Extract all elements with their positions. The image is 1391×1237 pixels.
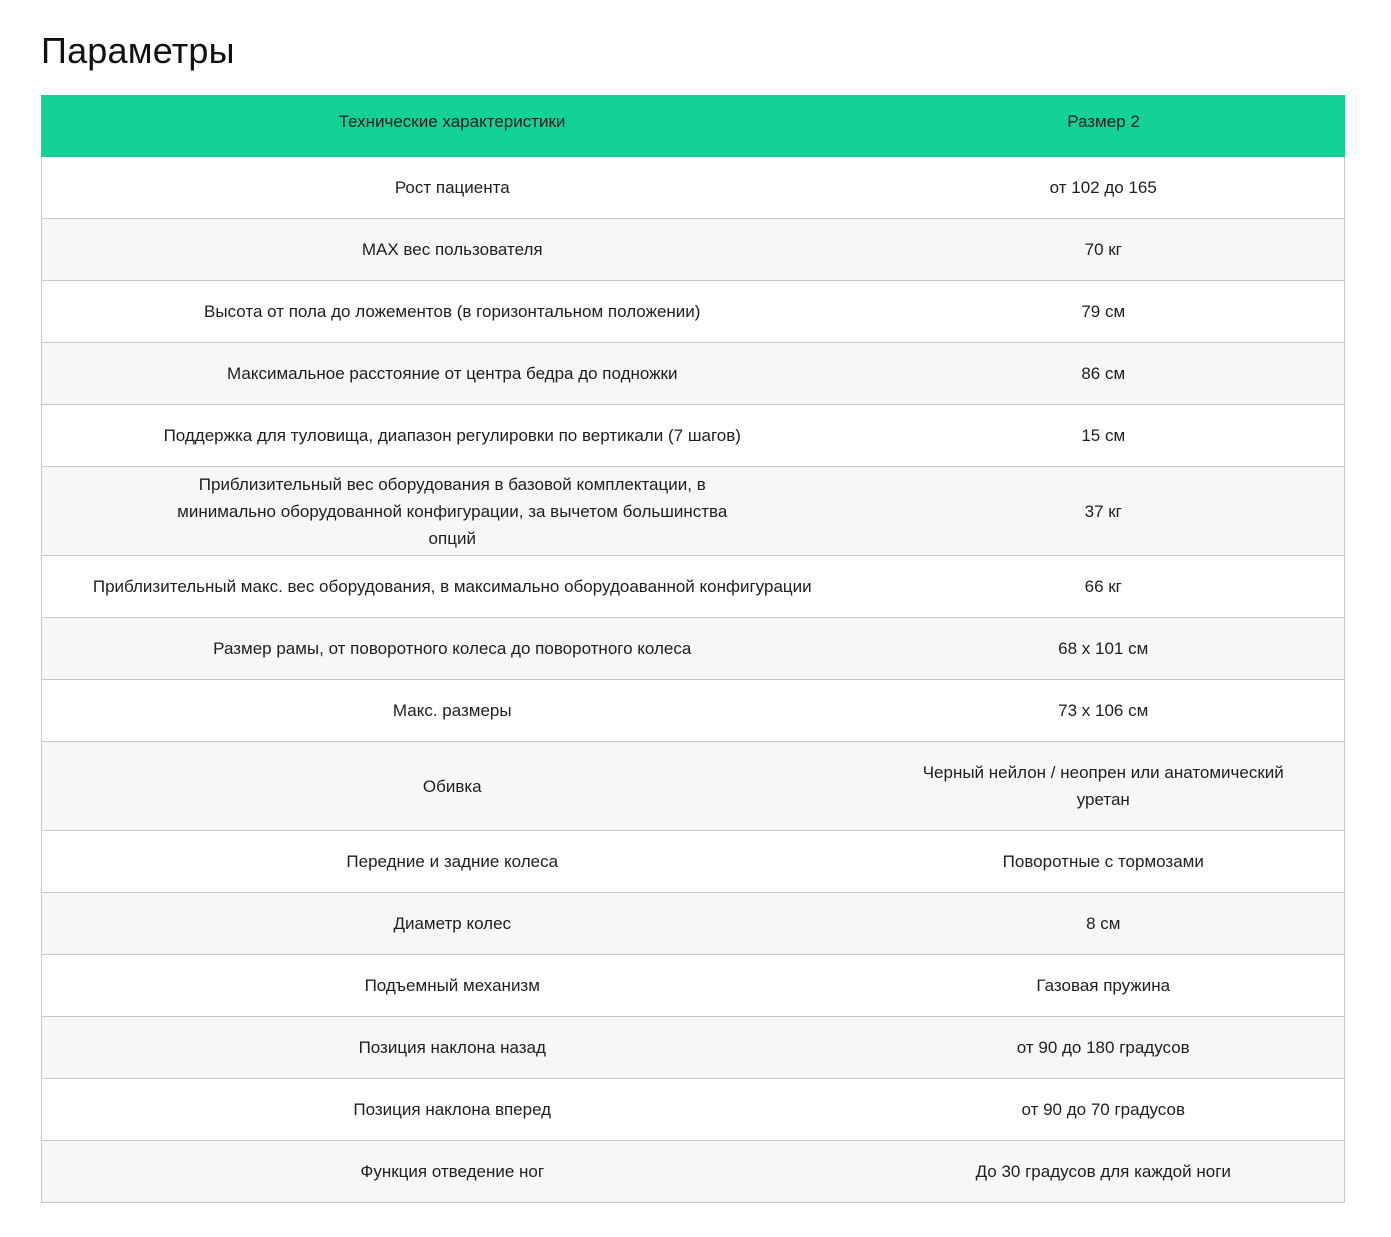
parameter-value: 70 кг	[863, 219, 1345, 281]
parameter-value: 15 см	[863, 405, 1345, 467]
table-row	[42, 157, 1345, 219]
column-header-value: Размер 2	[863, 96, 1345, 157]
table-row	[42, 556, 1345, 618]
table-row	[42, 1017, 1345, 1079]
table-row	[42, 343, 1345, 405]
table-row	[42, 281, 1345, 343]
parameter-name: Приблизительный вес оборудования в базовой комплектации, в минимально оборудованной конфигурации, за вычетом большинства опций	[42, 467, 863, 556]
parameter-value: 37 кг	[863, 467, 1345, 556]
table-row	[42, 955, 1345, 1017]
table-header-row	[42, 96, 1345, 157]
parameter-value: Черный нейлон / неопрен или анатомический уретан	[863, 742, 1345, 831]
parameter-value: До 30 градусов для каждой ноги	[863, 1141, 1345, 1203]
table-row	[42, 831, 1345, 893]
table-row	[42, 742, 1345, 831]
parameter-name: Макс. размеры	[42, 680, 863, 742]
parameter-value: от 90 до 70 градусов	[863, 1079, 1345, 1141]
parameter-name: Позиция наклона назад	[42, 1017, 863, 1079]
parameter-name: Приблизительный макс. вес оборудования, в максимально оборудоаванной конфигурации	[42, 556, 863, 618]
parameter-name: Подъемный механизм	[42, 955, 863, 1017]
parameter-name: Высота от пола до ложементов (в горизонтальном положении)	[42, 281, 863, 343]
page-title: Параметры	[41, 30, 235, 71]
table-body	[42, 157, 1345, 1203]
parameter-value: от 102 до 165	[863, 157, 1345, 219]
parameter-value: 8 см	[863, 893, 1345, 955]
table-header	[42, 96, 1345, 157]
table-row	[42, 467, 1345, 556]
parameter-name: Размер рамы, от поворотного колеса до поворотного колеса	[42, 618, 863, 680]
parameter-value: 68 х 101 см	[863, 618, 1345, 680]
table-row	[42, 405, 1345, 467]
parameter-name: Функция отведение ног	[42, 1141, 863, 1203]
table-row	[42, 1079, 1345, 1141]
parameter-name: Рост пациента	[42, 157, 863, 219]
parameter-value: 86 см	[863, 343, 1345, 405]
parameter-name: Обивка	[42, 742, 863, 831]
parameter-name: MAX вес пользователя	[42, 219, 863, 281]
table-row	[42, 893, 1345, 955]
table-row	[42, 680, 1345, 742]
parameter-value: 79 см	[863, 281, 1345, 343]
table-row	[42, 618, 1345, 680]
parameter-name: Диаметр колес	[42, 893, 863, 955]
parameters-table	[41, 95, 1345, 1203]
parameter-value: от 90 до 180 градусов	[863, 1017, 1345, 1079]
parameter-value: 73 х 106 см	[863, 680, 1345, 742]
parameter-name: Поддержка для туловища, диапазон регулировки по вертикали (7 шагов)	[42, 405, 863, 467]
parameter-value: Поворотные с тормозами	[863, 831, 1345, 893]
parameter-value: Газовая пружина	[863, 955, 1345, 1017]
parameter-value: 66 кг	[863, 556, 1345, 618]
table-row	[42, 1141, 1345, 1203]
parameter-name: Максимальное расстояние от центра бедра до подножки	[42, 343, 863, 405]
table-row	[42, 219, 1345, 281]
parameter-name: Передние и задние колеса	[42, 831, 863, 893]
parameter-name: Позиция наклона вперед	[42, 1079, 863, 1141]
column-header-characteristic: Технические характеристики	[42, 96, 863, 157]
